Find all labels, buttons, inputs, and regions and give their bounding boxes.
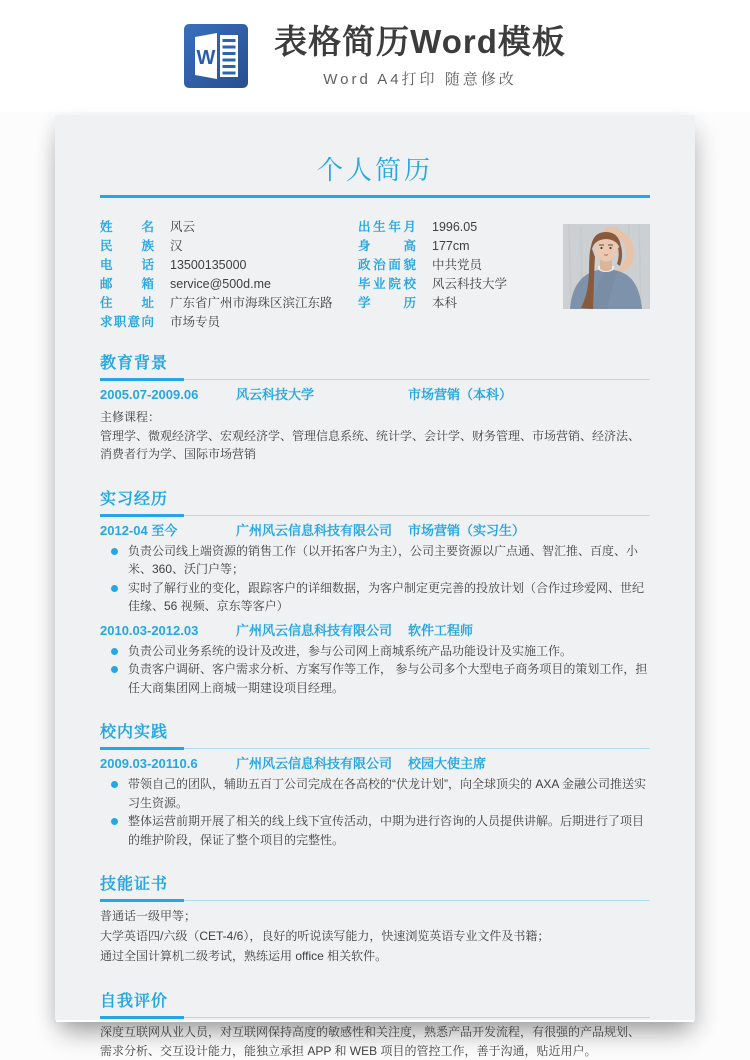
info-label: 邮箱 xyxy=(100,277,154,292)
company-name: 广州风云信息科技有限公司 xyxy=(236,756,393,772)
bullet-text: 负责客户调研、客户需求分析、方案写作等工作， 参与公司多个大型电子商务项目的策划工作，担任大商集团网上商城一期建设项目经理。 xyxy=(128,662,648,695)
heading-underline xyxy=(100,1016,184,1019)
date-range: 2005.07-2009.06 xyxy=(100,387,199,403)
banner-text xyxy=(274,23,566,89)
info-value: 汉 xyxy=(170,239,183,254)
info-row xyxy=(100,294,358,313)
info-label: 姓名 xyxy=(100,220,154,235)
info-column-left xyxy=(100,218,358,332)
section-skills xyxy=(100,871,650,966)
info-value: 风云 xyxy=(170,220,196,235)
bullet-text: 负责公司线上端资源的销售工作（以开拓客户为主），公司主要资源以广点通、智汇推、百度、小米、360、沃门户等； xyxy=(128,543,639,577)
bullet-list xyxy=(100,542,650,616)
word-icon-letter: W xyxy=(196,47,216,69)
info-row xyxy=(358,237,563,256)
info-value: 177cm xyxy=(432,239,470,254)
company-name: 广州风云信息科技有限公司 xyxy=(236,522,393,538)
resume-title: 个人简历 xyxy=(316,155,433,185)
job-row xyxy=(100,521,650,540)
skill-line: 普通话一级甲等； xyxy=(100,909,197,924)
date-range: 2012-04 至今 xyxy=(100,522,178,538)
job-title: 市场营销（实习生） xyxy=(408,522,526,538)
bullet-icon xyxy=(111,818,118,825)
section-heading xyxy=(100,350,650,380)
school-name: 风云科技大学 xyxy=(236,387,315,403)
info-label: 出生年月 xyxy=(358,220,416,235)
info-value: 风云科技大学 xyxy=(432,277,508,292)
evaluation-text: 深度互联网从业人员，对互联网保持高度的敏感性和关注度，熟悉产品开发流程，有很强的产品规划、需求分析、交互设计能力，能独立承担 APP 和 WEB 项目的管控工作，善于沟通，贴近用户。 xyxy=(100,1025,641,1058)
info-row xyxy=(358,294,563,313)
info-label: 政治面貌 xyxy=(358,258,416,273)
bullet-text: 实时了解行业的变化，跟踪客户的详细数据，为客户制定更完善的投放计划（合作过珍爱网、世纪佳缘、56 视频、京东等客户） xyxy=(128,580,645,614)
job-row xyxy=(100,754,650,773)
info-label: 毕业院校 xyxy=(358,277,416,292)
info-value: 1996.05 xyxy=(432,220,478,235)
info-row xyxy=(100,313,358,332)
info-label: 民族 xyxy=(100,239,154,254)
major-degree: 市场营销（本科） xyxy=(408,387,513,403)
section-campus-practice xyxy=(100,719,650,849)
bullet-item xyxy=(100,642,650,661)
resume-card xyxy=(55,115,695,1058)
info-row xyxy=(358,256,563,275)
section-heading xyxy=(100,871,650,901)
bullet-icon xyxy=(111,666,118,673)
info-row xyxy=(358,218,563,237)
info-row xyxy=(100,275,358,294)
date-range: 2009.03-20110.6 xyxy=(100,756,198,772)
section-heading xyxy=(100,988,650,1018)
info-row xyxy=(100,218,358,237)
word-logo-icon xyxy=(184,24,248,88)
info-value: 13500135000 xyxy=(170,258,247,273)
bullet-item xyxy=(100,579,650,616)
course-label: 主修课程： xyxy=(100,410,161,425)
bullet-item xyxy=(100,542,650,579)
section-heading xyxy=(100,719,650,749)
section-heading-label: 实习经历 xyxy=(100,490,169,508)
bullet-icon xyxy=(111,585,118,592)
info-column-right xyxy=(358,218,563,332)
heading-underline xyxy=(100,378,184,381)
info-label: 求职意向 xyxy=(100,315,154,330)
section-internship xyxy=(100,486,650,698)
section-education xyxy=(100,350,650,464)
bullet-list xyxy=(100,642,650,698)
bullet-text: 整体运营前期开展了相关的线上线下宣传活动，中期为进行咨询的人员提供讲解。后期进行了项目的维护阶段，保证了整个项目的完整性。 xyxy=(128,814,645,847)
section-heading-label: 自我评价 xyxy=(100,993,169,1011)
heading-underline xyxy=(100,514,184,517)
bullet-icon xyxy=(111,781,118,788)
female-portrait-photo xyxy=(563,224,650,309)
info-value: 广东省广州市海珠区滨江东路 xyxy=(170,296,333,311)
section-heading-label: 教育背景 xyxy=(100,355,169,373)
job-title: 软件工程师 xyxy=(408,622,474,638)
portrait-photo xyxy=(563,224,650,309)
heading-underline xyxy=(100,747,184,750)
info-row xyxy=(100,256,358,275)
info-label: 住址 xyxy=(100,296,154,311)
skill-line: 大学英语四/六级（CET-4/6），良好的听说读写能力，快速浏览英语专业文件及书籍； xyxy=(100,929,550,944)
skills-block xyxy=(100,906,650,966)
title-underline xyxy=(100,195,650,198)
section-heading-label: 校内实践 xyxy=(100,724,169,742)
banner-title: 表格简历Word模板 xyxy=(274,23,566,61)
section-heading-label: 技能证书 xyxy=(100,876,169,894)
skill-line: 通过全国计算机二级考试，熟练运用 office 相关软件。 xyxy=(100,949,388,964)
course-list: 管理学、微观经济学、宏观经济学、管理信息系统、统计学、会计学、财务管理、市场营销、经济法、消费者行为学、国际市场营销 xyxy=(100,428,641,462)
info-value: 中共党员 xyxy=(432,258,483,273)
bullet-item xyxy=(100,775,650,812)
banner xyxy=(0,0,750,112)
banner-subtitle: Word A4打印 随意修改 xyxy=(323,70,517,88)
heading-underline xyxy=(100,899,184,902)
info-value: 市场专员 xyxy=(170,315,221,330)
info-value: service@500d.me xyxy=(170,277,271,292)
info-row xyxy=(100,237,358,256)
personal-info xyxy=(100,218,650,332)
section-self-evaluation xyxy=(100,988,650,1060)
info-label: 电话 xyxy=(100,258,154,273)
info-label: 身高 xyxy=(358,239,416,254)
bullet-item xyxy=(100,812,650,849)
company-name: 广州风云信息科技有限公司 xyxy=(236,622,393,638)
education-row xyxy=(100,385,650,404)
bullet-icon xyxy=(111,648,118,655)
info-value: 本科 xyxy=(432,296,458,311)
bullet-text: 带领自己的团队，辅助五百丁公司完成在各高校的“伏龙计划”，向全球顶尖的 AXA 金融公司推送实习生资源。 xyxy=(128,777,647,810)
bullet-text: 负责公司业务系统的设计及改进，参与公司网上商城系统产品功能设计及实施工作。 xyxy=(128,643,573,658)
bullet-list xyxy=(100,775,650,849)
date-range: 2010.03-2012.03 xyxy=(100,622,199,638)
section-heading xyxy=(100,486,650,516)
bullet-item xyxy=(100,660,650,697)
evaluation-block xyxy=(100,1023,650,1060)
info-row xyxy=(358,275,563,294)
bullet-icon xyxy=(111,548,118,555)
job-title: 校园大使主席 xyxy=(408,756,487,772)
job-row xyxy=(100,621,650,640)
info-label: 学历 xyxy=(358,296,416,311)
